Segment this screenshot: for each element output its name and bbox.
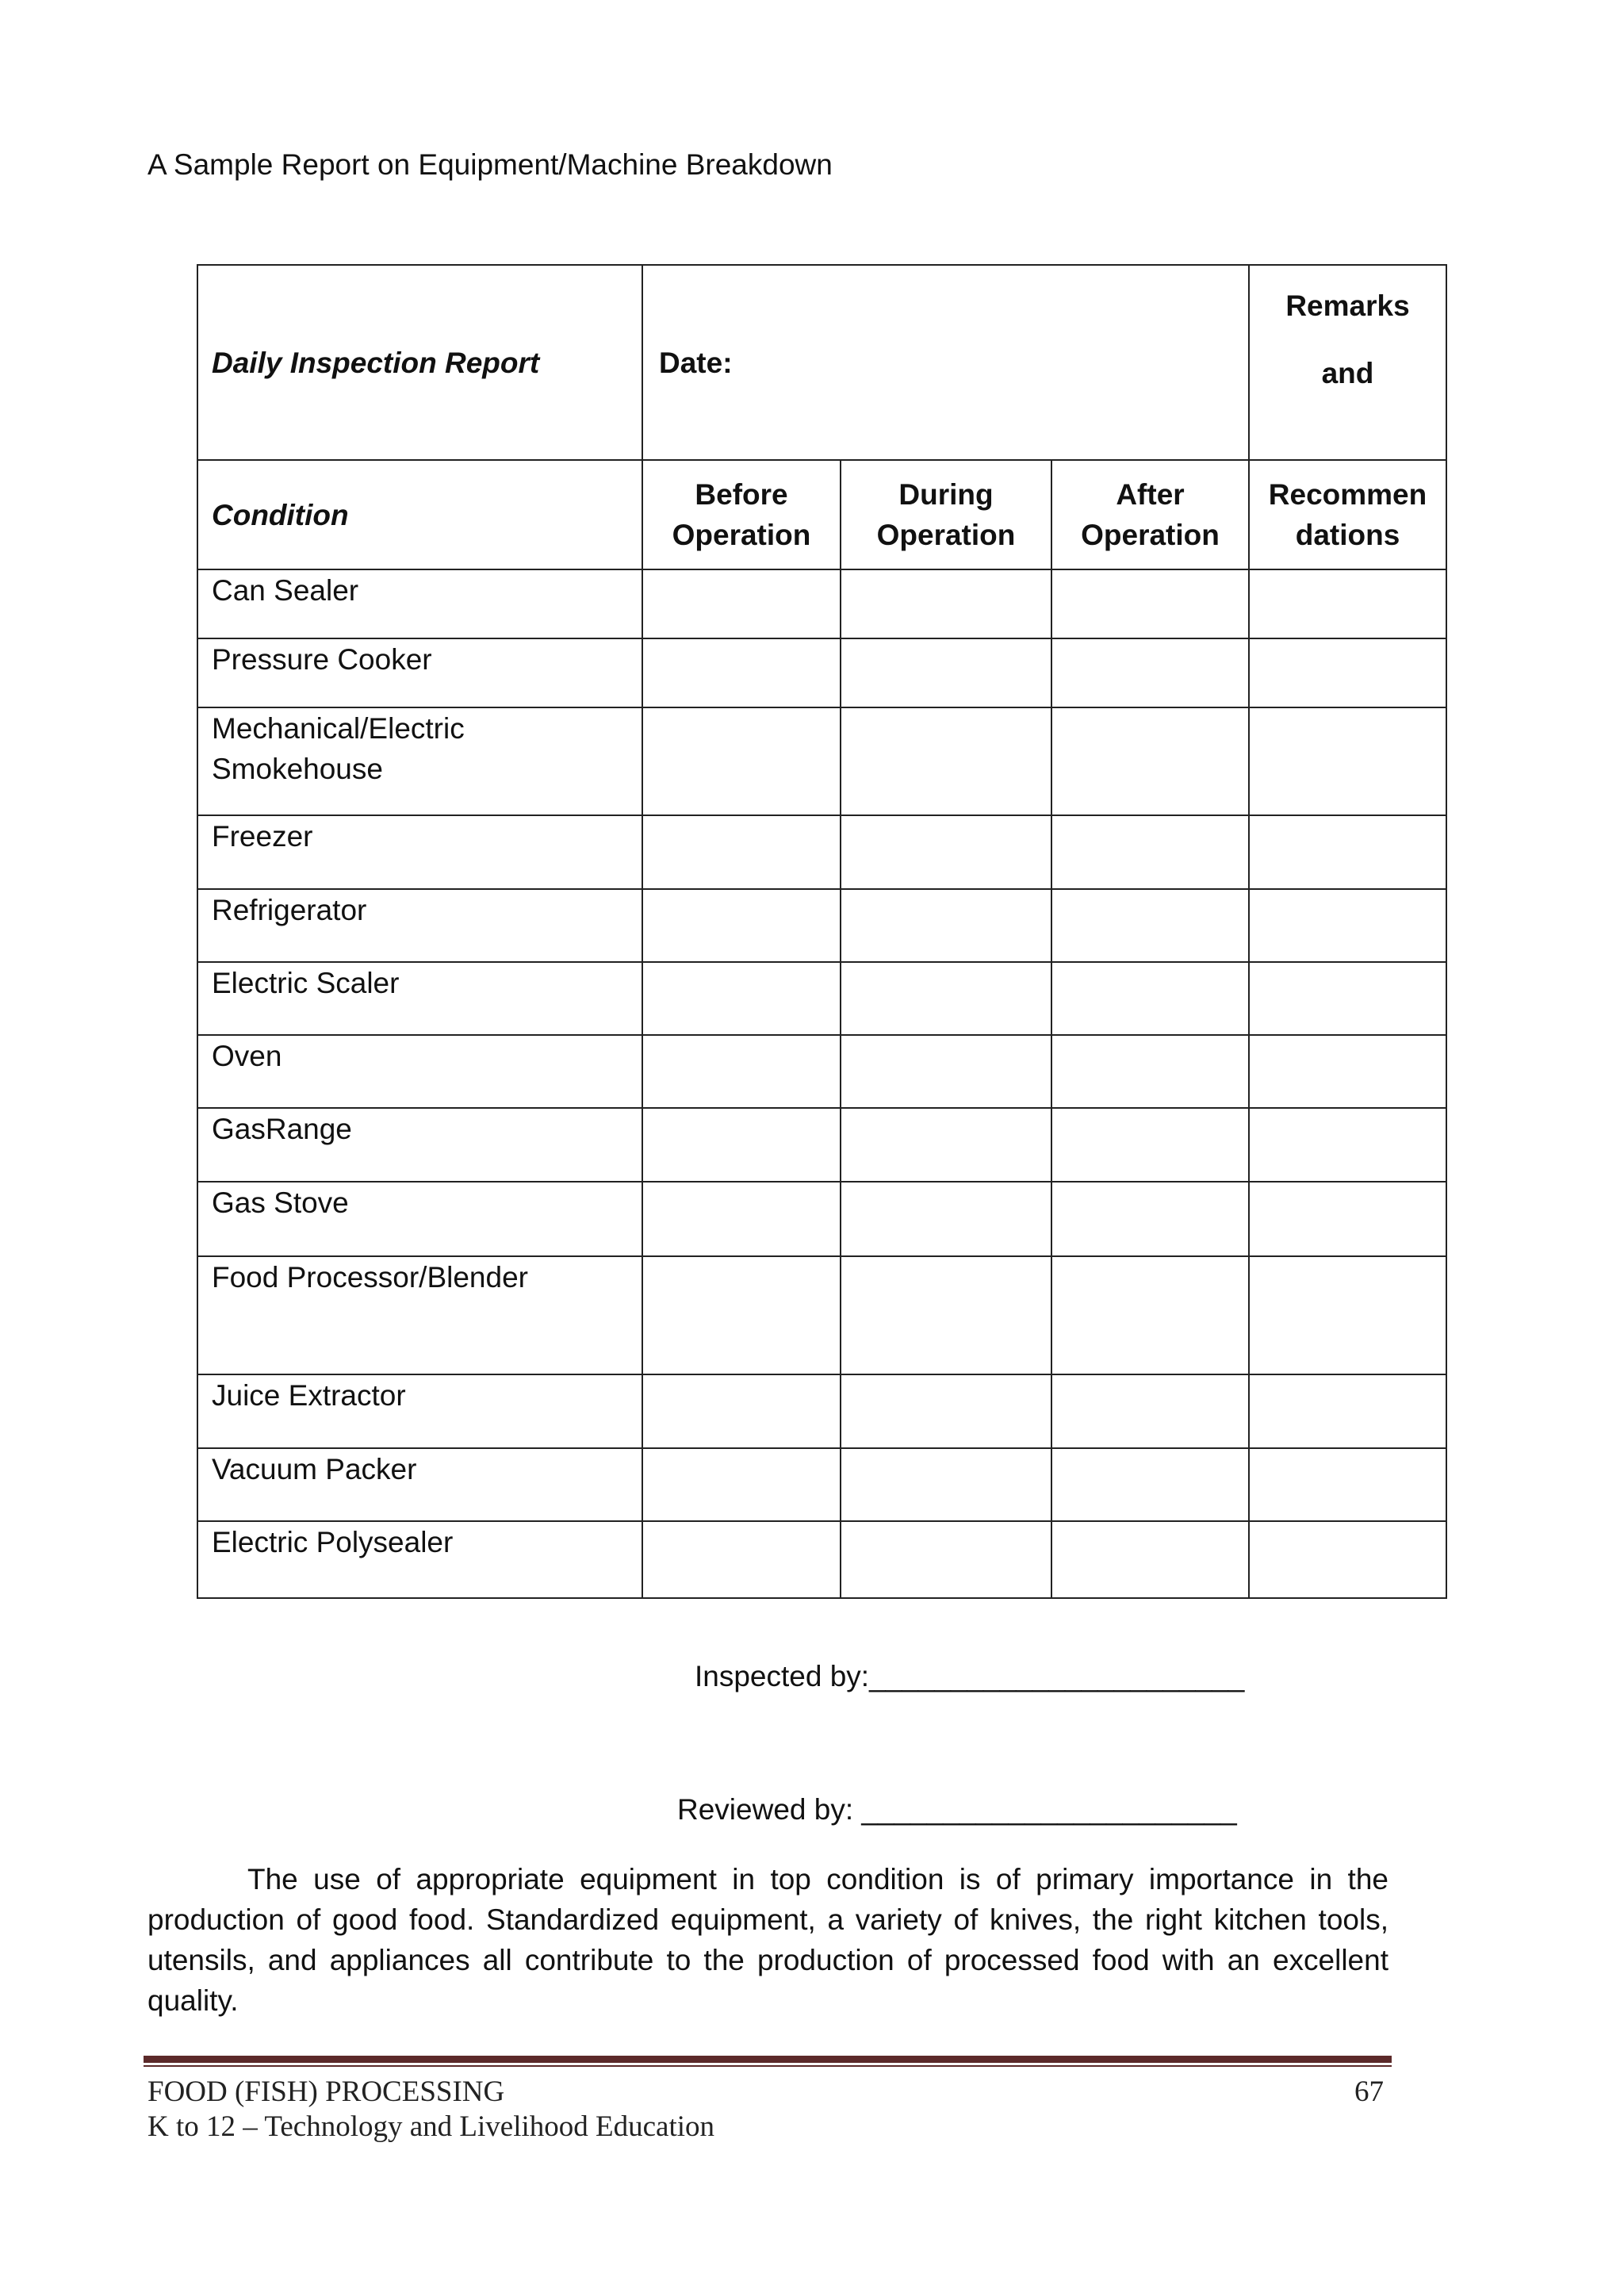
during-cell[interactable]	[841, 638, 1051, 707]
footer-program: K to 12 – Technology and Livelihood Education	[147, 2110, 715, 2143]
operation-label: Operation	[1081, 519, 1220, 551]
condition-header: Condition	[197, 460, 642, 569]
page-number: 67	[1354, 2076, 1384, 2108]
before-cell[interactable]	[642, 962, 841, 1035]
inspection-table	[197, 264, 1447, 1599]
during-cell[interactable]	[841, 1182, 1051, 1256]
dations-label: dations	[1295, 519, 1400, 551]
recommendation-cell[interactable]	[1249, 889, 1446, 962]
during-cell[interactable]	[841, 815, 1051, 889]
after-cell[interactable]	[1051, 1035, 1249, 1108]
equipment-name: Mechanical/Electric Smokehouse	[197, 707, 642, 815]
table-row	[197, 1035, 1446, 1108]
during-label: During	[898, 478, 994, 511]
remarks-header	[1249, 265, 1446, 460]
after-cell[interactable]	[1051, 569, 1249, 638]
footer-divider	[144, 2056, 1392, 2063]
before-cell[interactable]	[642, 1374, 841, 1448]
recommendation-cell[interactable]	[1249, 1182, 1446, 1256]
equipment-name: Pressure Cooker	[197, 638, 642, 707]
recommendation-cell[interactable]	[1249, 1256, 1446, 1374]
during-cell[interactable]	[841, 1521, 1051, 1598]
recommendation-cell[interactable]	[1249, 1108, 1446, 1182]
recommendation-cell[interactable]	[1249, 815, 1446, 889]
table-row	[197, 1256, 1446, 1374]
before-cell[interactable]	[642, 1448, 841, 1521]
recommendation-cell[interactable]	[1249, 1448, 1446, 1521]
paragraph-text: The use of appropriate equipment in top condition is of primary importance in the production of good food. Standardized equipment, a variety of knives, the right kitchen tools, utensils, and appliances all contribute to the production of processed food with an excellent quality.	[147, 1863, 1388, 2017]
after-cell[interactable]	[1051, 889, 1249, 962]
recommendation-cell[interactable]	[1249, 569, 1446, 638]
before-cell[interactable]	[642, 638, 841, 707]
after-label: After	[1116, 478, 1185, 511]
table-header-row	[197, 265, 1446, 460]
recommendation-cell[interactable]	[1249, 1374, 1446, 1448]
before-cell[interactable]	[642, 815, 841, 889]
during-cell[interactable]	[841, 962, 1051, 1035]
inspected-by-line[interactable]: Inspected by:_______________________	[695, 1660, 1245, 1692]
after-cell[interactable]	[1051, 815, 1249, 889]
table-row	[197, 569, 1446, 638]
equipment-name: Electric Polysealer	[197, 1521, 642, 1598]
table-row	[197, 1521, 1446, 1598]
after-cell[interactable]	[1051, 1108, 1249, 1182]
footer-course: FOOD (FISH) PROCESSING	[147, 2076, 505, 2108]
equipment-name: Can Sealer	[197, 569, 642, 638]
after-cell[interactable]	[1051, 1256, 1249, 1374]
table-row	[197, 889, 1446, 962]
table-row	[197, 1182, 1446, 1256]
and-label: and	[1321, 357, 1374, 389]
equipment-name: Juice Extractor	[197, 1374, 642, 1448]
before-cell[interactable]	[642, 1521, 841, 1598]
recommendation-cell[interactable]	[1249, 707, 1446, 815]
equipment-name: Freezer	[197, 815, 642, 889]
during-cell[interactable]	[841, 889, 1051, 962]
before-cell[interactable]	[642, 707, 841, 815]
equipment-name: Refrigerator	[197, 889, 642, 962]
during-cell[interactable]	[841, 1035, 1051, 1108]
recommendation-cell[interactable]	[1249, 638, 1446, 707]
during-cell[interactable]	[841, 707, 1051, 815]
remarks-label: Remarks	[1285, 289, 1410, 322]
after-cell[interactable]	[1051, 707, 1249, 815]
column-header-row	[197, 460, 1446, 569]
table-row	[197, 1374, 1446, 1448]
after-cell[interactable]	[1051, 1448, 1249, 1521]
before-cell[interactable]	[642, 889, 841, 962]
after-cell[interactable]	[1051, 1182, 1249, 1256]
equipment-name: Gas Stove	[197, 1182, 642, 1256]
table-row	[197, 707, 1446, 815]
date-field[interactable]: Date:	[642, 265, 1249, 460]
page-heading: A Sample Report on Equipment/Machine Breakdown	[147, 148, 833, 181]
during-cell[interactable]	[841, 1108, 1051, 1182]
during-cell[interactable]	[841, 1448, 1051, 1521]
after-cell[interactable]	[1051, 638, 1249, 707]
recommen-label: Recommen	[1268, 478, 1427, 511]
recommendation-cell[interactable]	[1249, 1035, 1446, 1108]
reviewed-by-line[interactable]: Reviewed by: _______________________	[677, 1793, 1237, 1826]
equipment-name: GasRange	[197, 1108, 642, 1182]
during-operation-header	[841, 460, 1051, 569]
table-row	[197, 1108, 1446, 1182]
operation-label: Operation	[876, 519, 1016, 551]
during-cell[interactable]	[841, 1374, 1051, 1448]
after-operation-header	[1051, 460, 1249, 569]
before-cell[interactable]	[642, 1108, 841, 1182]
equipment-name: Electric Scaler	[197, 962, 642, 1035]
before-operation-header	[642, 460, 841, 569]
operation-label: Operation	[672, 519, 811, 551]
during-cell[interactable]	[841, 569, 1051, 638]
table-row	[197, 962, 1446, 1035]
report-title: Daily Inspection Report	[197, 265, 642, 460]
after-cell[interactable]	[1051, 1521, 1249, 1598]
before-cell[interactable]	[642, 569, 841, 638]
table-row	[197, 1448, 1446, 1521]
recommendation-cell[interactable]	[1249, 962, 1446, 1035]
equipment-name: Oven	[197, 1035, 642, 1108]
during-cell[interactable]	[841, 1256, 1051, 1374]
after-cell[interactable]	[1051, 1374, 1249, 1448]
table-row	[197, 638, 1446, 707]
before-cell[interactable]	[642, 1182, 841, 1256]
body-paragraph	[147, 1859, 1388, 2021]
after-cell[interactable]	[1051, 962, 1249, 1035]
footer-divider-thin	[144, 2065, 1392, 2067]
recommendation-cell[interactable]	[1249, 1521, 1446, 1598]
recommendations-header	[1249, 460, 1446, 569]
equipment-name: Food Processor/Blender	[197, 1256, 642, 1374]
table-row	[197, 815, 1446, 889]
before-cell[interactable]	[642, 1256, 841, 1374]
before-label: Before	[695, 478, 788, 511]
before-cell[interactable]	[642, 1035, 841, 1108]
equipment-name: Vacuum Packer	[197, 1448, 642, 1521]
